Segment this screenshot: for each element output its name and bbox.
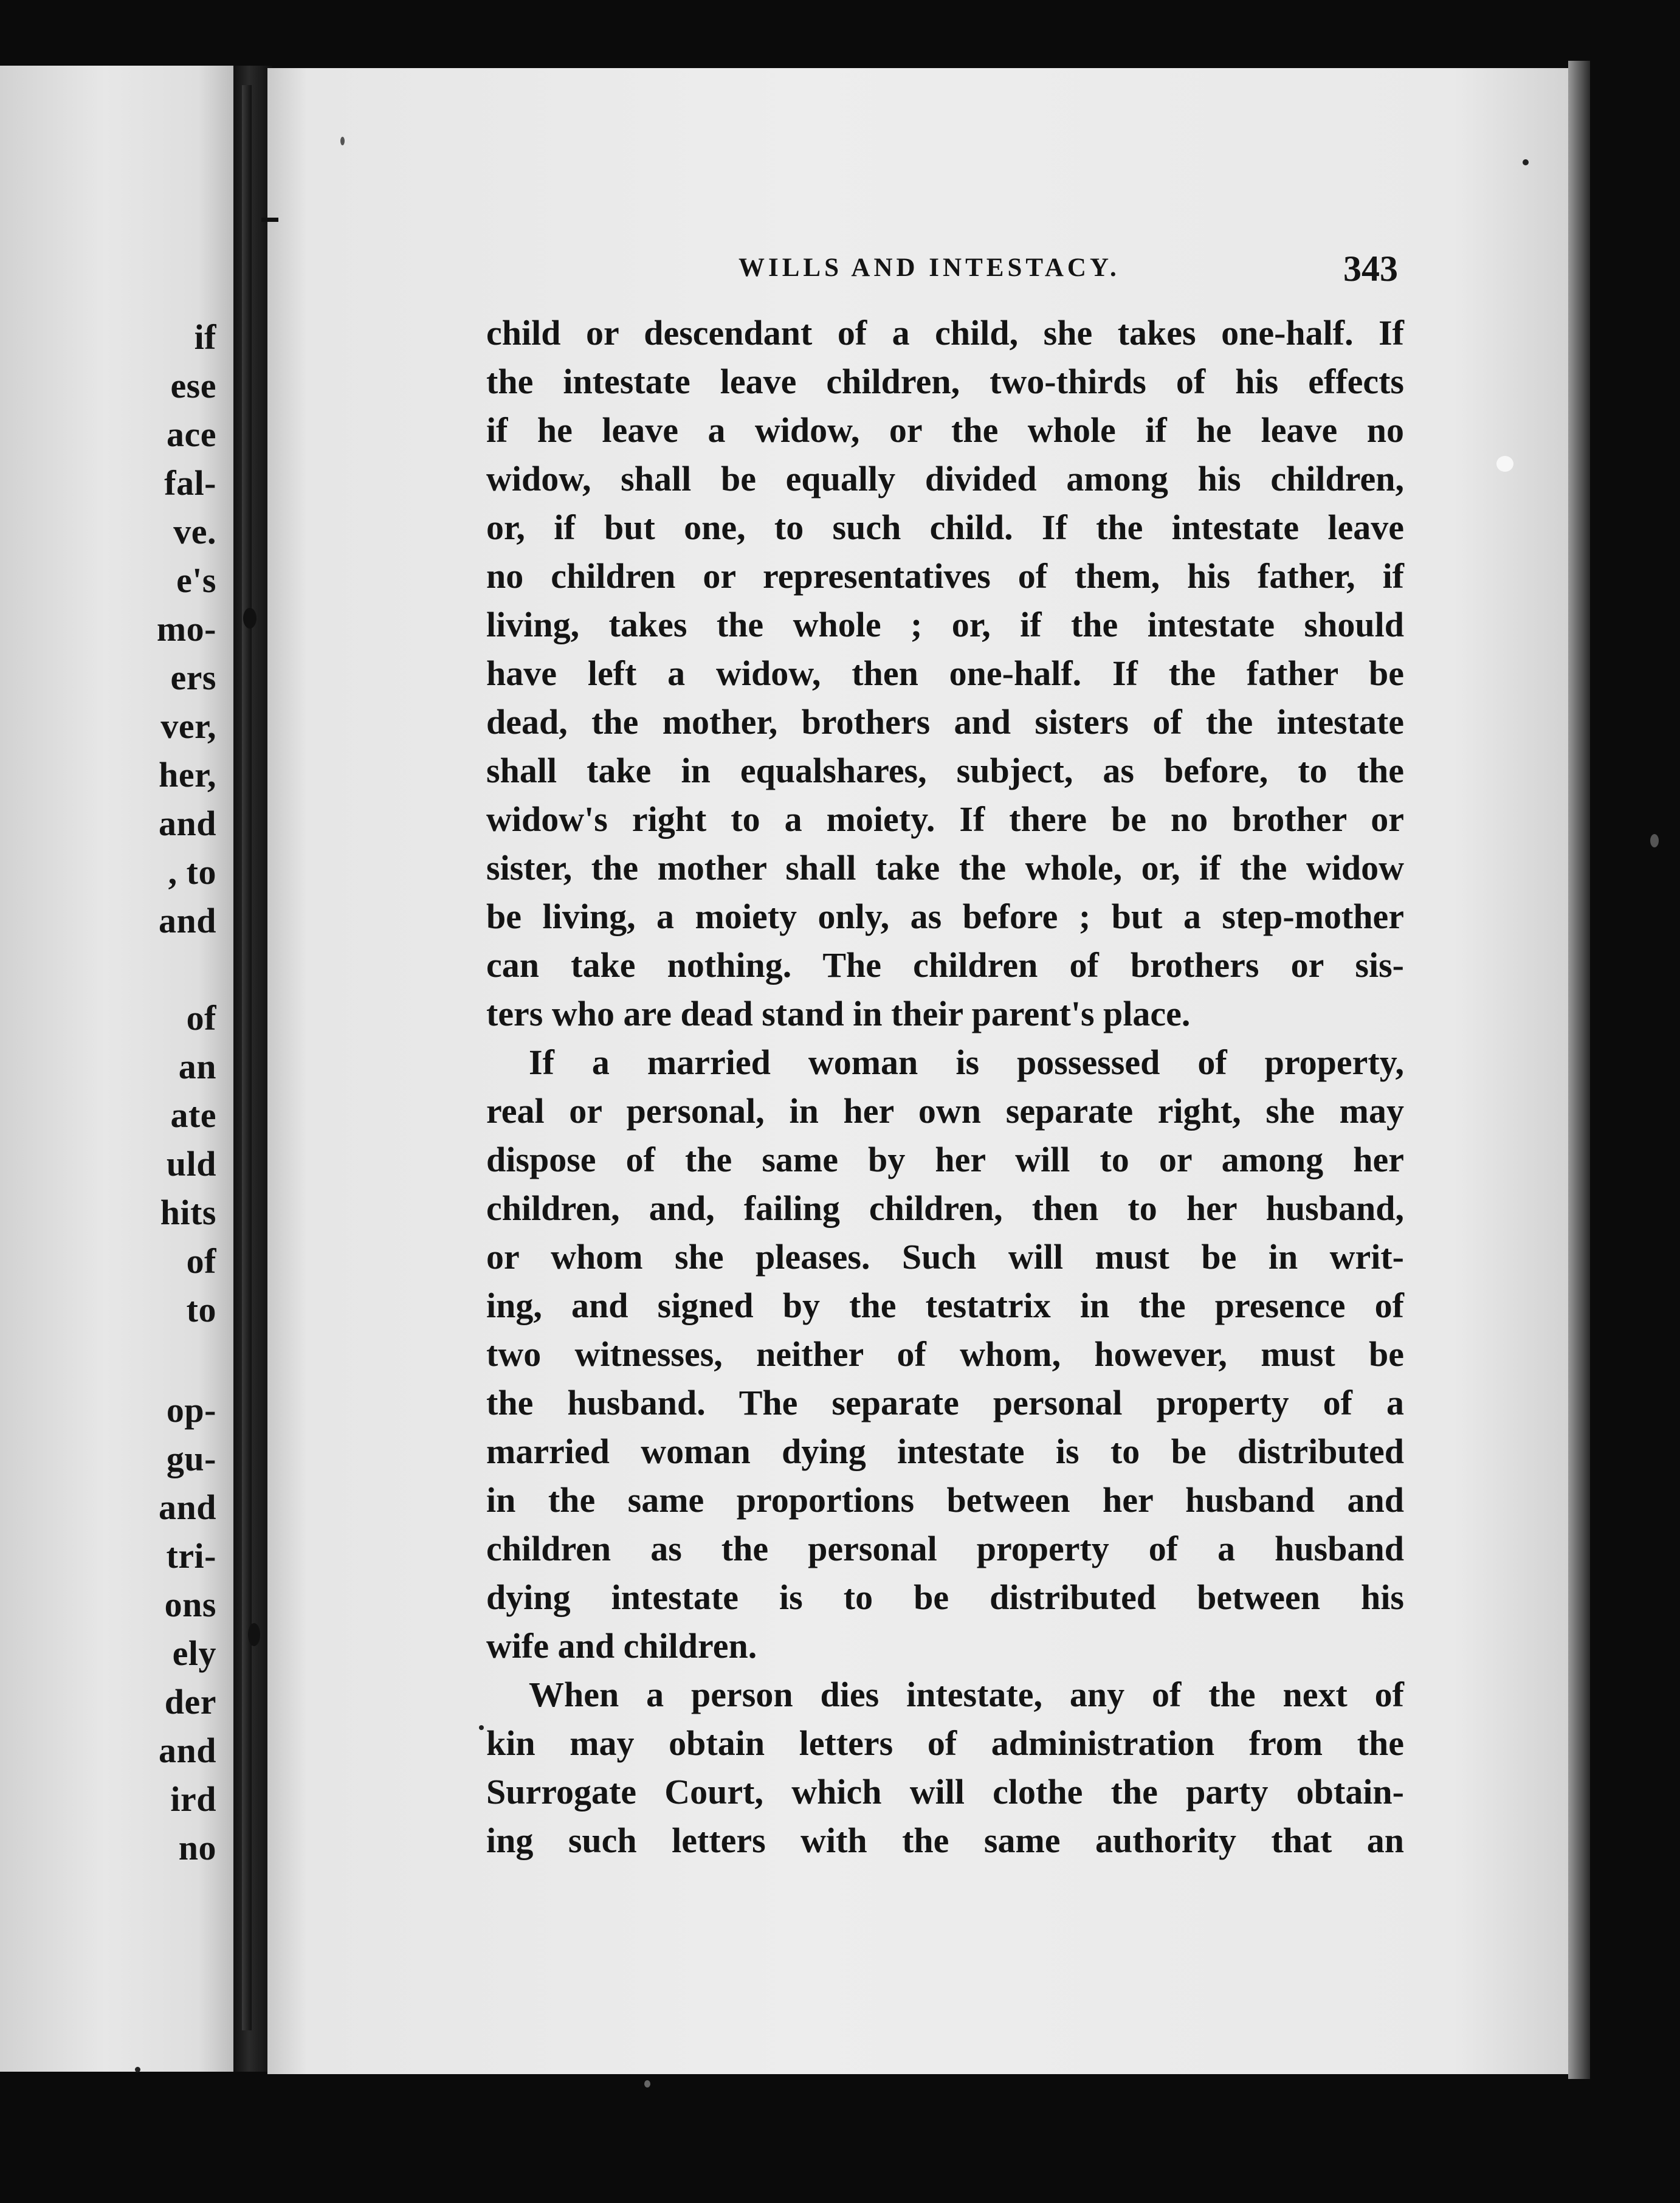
text-line: children as the personal property of a husband (486, 1529, 1404, 1568)
text-line: or, if but one, to such child. If the intestate leave (486, 508, 1404, 547)
left-page-line: ate (170, 1095, 216, 1135)
left-page-line: ver, (160, 706, 216, 746)
text-line: married woman dying intestate is to be distributed (486, 1432, 1404, 1471)
text-line: no children or representatives of them, his father, if (486, 556, 1404, 596)
text-line: dispose of the same by her will to or among her (486, 1140, 1404, 1179)
left-page-line: uld (166, 1144, 216, 1184)
text-line: living, takes the whole ; or, if the intestate should (486, 605, 1404, 644)
text-line: widow, shall be equally divided among his children, (486, 459, 1404, 498)
text-line: have left a widow, then one-half. If the father be (486, 653, 1404, 693)
left-page-line: and (158, 1731, 216, 1770)
text-line: or whom she pleases. Such will must be in writ- (486, 1237, 1404, 1277)
text-line: ing, and signed by the testatrix in the presence of (486, 1286, 1404, 1325)
left-page-line: ird (170, 1779, 216, 1819)
paper-spot (1496, 456, 1513, 472)
spine-shadow (242, 85, 252, 2030)
left-page-line: fal- (164, 463, 216, 503)
text-line: ing such letters with the same authority that an (486, 1821, 1404, 1860)
left-page (0, 66, 233, 2072)
page-number: 343 (1343, 249, 1398, 289)
left-page-line: op- (166, 1390, 216, 1430)
text-line: kin may obtain letters of administration from the (486, 1723, 1404, 1763)
text-line: be living, a moiety only, as before ; but a step-mother (486, 897, 1404, 936)
text-line: if he leave a widow, or the whole if he leave no (486, 410, 1404, 450)
left-page-line: to (186, 1290, 216, 1329)
text-line: child or descendant of a child, she takes one-half. If (486, 313, 1404, 353)
left-page-line: e's (176, 560, 216, 600)
left-page-line: ons (164, 1585, 216, 1624)
text-line: widow's right to a moiety. If there be no brother or (486, 799, 1404, 839)
dust-speck (1523, 159, 1529, 165)
left-page-line: , to (168, 852, 216, 892)
left-page-line: ers (170, 658, 216, 697)
left-page-line: der (164, 1682, 216, 1722)
left-page-line: ace (167, 415, 216, 454)
text-line: wife and children. (486, 1626, 757, 1666)
text-line: two witnesses, neither of whom, however, must be (486, 1334, 1404, 1374)
text-line: the intestate leave children, two-thirds of his effects (486, 362, 1404, 401)
text-line: the husband. The separate personal property of a (486, 1383, 1404, 1422)
binding-notch (261, 218, 278, 222)
binding-notch (248, 1623, 260, 1646)
left-page-line: hits (160, 1193, 216, 1232)
dust-speck (1650, 834, 1659, 847)
left-page-line: and (158, 901, 216, 940)
text-line: can take nothing. The children of brothers or sis- (486, 945, 1404, 985)
text-line: real or personal, in her own separate right, she may (486, 1091, 1404, 1131)
page-edge (1568, 61, 1590, 2079)
left-page-line: her, (159, 755, 216, 795)
left-page-line: ely (172, 1633, 216, 1673)
dust-speck (479, 1725, 484, 1730)
text-line: ters who are dead stand in their parent's place. (486, 994, 1191, 1033)
left-page-line: ese (170, 366, 216, 405)
dust-speck (135, 2067, 140, 2072)
text-line: If a married woman is possessed of property, (529, 1043, 1404, 1082)
running-header (738, 248, 1398, 303)
text-line: When a person dies intestate, any of the next of (529, 1675, 1404, 1714)
dust-speck (340, 137, 345, 145)
text-line: children, and, failing children, then to her husband, (486, 1188, 1404, 1228)
left-page-line: if (194, 317, 216, 357)
left-page-line: of (186, 1241, 216, 1281)
dust-speck (644, 2080, 650, 2088)
left-page-line: tri- (166, 1536, 216, 1576)
left-page-line: and (158, 804, 216, 843)
left-page-line: gu- (166, 1439, 216, 1478)
left-page-line: and (158, 1488, 216, 1527)
header-title: WILLS AND INTESTACY. (738, 253, 1120, 282)
text-line: shall take in equalshares, subject, as before, to the (486, 751, 1404, 790)
left-page-line: of (186, 998, 216, 1038)
left-page-line: no (178, 1828, 216, 1867)
left-page-line: mo- (156, 609, 216, 649)
text-line: Surrogate Court, which will clothe the party obtain- (486, 1772, 1404, 1812)
binding-notch (243, 608, 256, 629)
text-line: in the same proportions between her husband and (486, 1480, 1404, 1520)
book-gutter (233, 66, 272, 2072)
text-line: dying intestate is to be distributed between his (486, 1577, 1404, 1617)
text-line: sister, the mother shall take the whole, or, if the widow (486, 848, 1404, 888)
left-page-line: an (178, 1047, 216, 1086)
text-line: dead, the mother, brothers and sisters of the intestate (486, 702, 1404, 742)
left-page-line: ve. (173, 512, 216, 551)
